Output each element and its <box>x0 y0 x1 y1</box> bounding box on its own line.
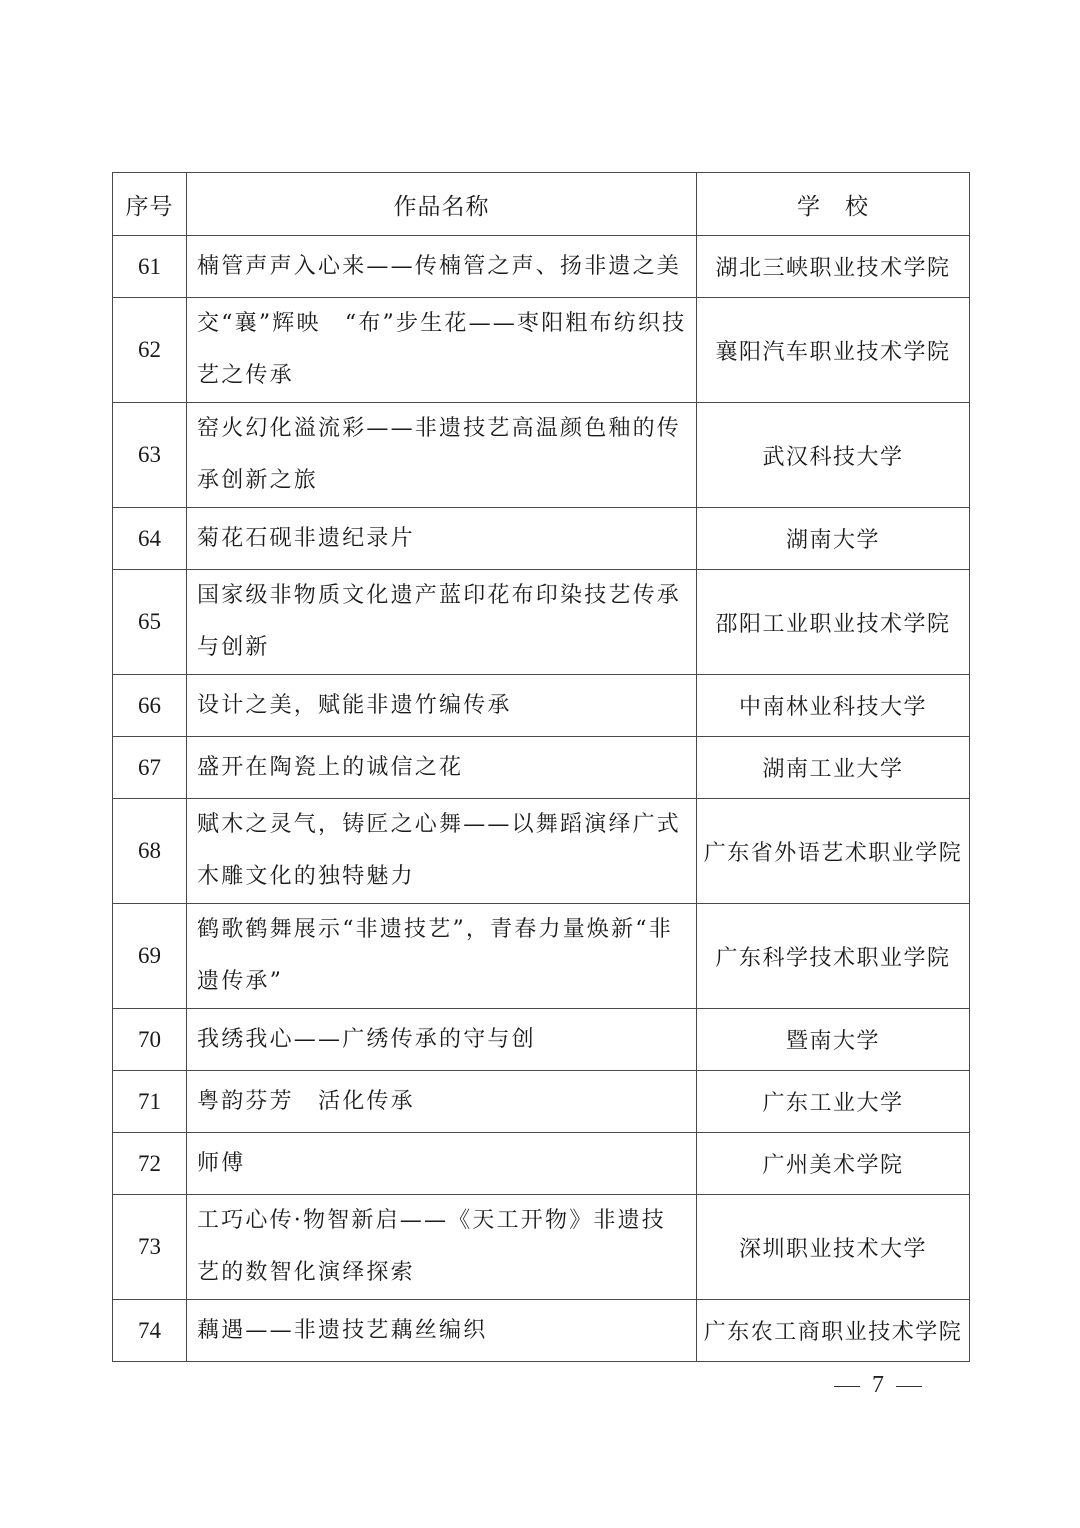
work-name-cell: 菊花石砚非遗纪录片 <box>187 508 697 570</box>
page-number-footer <box>822 1372 934 1399</box>
school-cell: 暨南大学 <box>697 1009 970 1071</box>
school-cell: 邵阳工业职业技术学院 <box>697 570 970 675</box>
table-row <box>113 403 970 508</box>
school-cell: 湖北三峡职业技术学院 <box>697 236 970 298</box>
school-cell: 武汉科技大学 <box>697 403 970 508</box>
work-name-cell: 赋木之灵气，铸匠之心舞——以舞蹈演绎广式木雕文化的独特魅力 <box>187 799 697 904</box>
school-cell: 中南林业科技大学 <box>697 675 970 737</box>
school-cell: 湖南大学 <box>697 508 970 570</box>
serial-number-cell: 62 <box>113 298 187 403</box>
serial-number-cell: 68 <box>113 799 187 904</box>
table-header-row <box>113 173 970 236</box>
serial-number-cell: 69 <box>113 904 187 1009</box>
serial-number-cell: 67 <box>113 737 187 799</box>
serial-number-cell: 72 <box>113 1133 187 1195</box>
footer-dash-left <box>834 1386 860 1387</box>
work-name-cell: 国家级非物质文化遗产蓝印花布印染技艺传承与创新 <box>187 570 697 675</box>
table-row <box>113 799 970 904</box>
serial-number-cell: 64 <box>113 508 187 570</box>
serial-number-cell: 74 <box>113 1300 187 1362</box>
table-row <box>113 298 970 403</box>
table-row <box>113 570 970 675</box>
serial-number-cell: 66 <box>113 675 187 737</box>
table-row <box>113 1195 970 1300</box>
table-row <box>113 1071 970 1133</box>
table-row <box>113 737 970 799</box>
table-row <box>113 1009 970 1071</box>
header-work-name: 作品名称 <box>187 173 697 236</box>
work-name-cell: 师傅 <box>187 1133 697 1195</box>
school-cell: 广东农工商职业技术学院 <box>697 1300 970 1362</box>
work-name-cell: 粤韵芬芳 活化传承 <box>187 1071 697 1133</box>
work-name-cell: 交“襄”辉映 “布”步生花——枣阳粗布纺织技艺之传承 <box>187 298 697 403</box>
table-row <box>113 904 970 1009</box>
work-name-cell: 盛开在陶瓷上的诚信之花 <box>187 737 697 799</box>
table-row <box>113 1300 970 1362</box>
page-number: 7 <box>872 1372 884 1398</box>
work-name-cell: 鹤歌鹤舞展示“非遗技艺”，青春力量焕新“非遗传承” <box>187 904 697 1009</box>
header-serial-number: 序号 <box>113 173 187 236</box>
serial-number-cell: 61 <box>113 236 187 298</box>
school-cell: 广州美术学院 <box>697 1133 970 1195</box>
table-row <box>113 236 970 298</box>
school-cell: 广东省外语艺术职业学院 <box>697 799 970 904</box>
school-cell: 深圳职业技术大学 <box>697 1195 970 1300</box>
work-name-cell: 设计之美，赋能非遗竹编传承 <box>187 675 697 737</box>
work-name-cell: 藕遇——非遗技艺藕丝编织 <box>187 1300 697 1362</box>
footer-dash-right <box>896 1386 922 1387</box>
school-cell: 襄阳汽车职业技术学院 <box>697 298 970 403</box>
table-row <box>113 508 970 570</box>
table-row <box>113 675 970 737</box>
school-cell: 广东科学技术职业学院 <box>697 904 970 1009</box>
table-row <box>113 1133 970 1195</box>
header-school: 学 校 <box>697 173 970 236</box>
works-table <box>112 172 970 1362</box>
school-cell: 广东工业大学 <box>697 1071 970 1133</box>
work-name-cell: 我绣我心——广绣传承的守与创 <box>187 1009 697 1071</box>
work-name-cell: 工巧心传·物智新启——《天工开物》非遗技艺的数智化演绎探索 <box>187 1195 697 1300</box>
serial-number-cell: 70 <box>113 1009 187 1071</box>
work-name-cell: 窑火幻化溢流彩——非遗技艺高温颜色釉的传承创新之旅 <box>187 403 697 508</box>
school-cell: 湖南工业大学 <box>697 737 970 799</box>
serial-number-cell: 73 <box>113 1195 187 1300</box>
work-name-cell: 楠管声声入心来——传楠管之声、扬非遗之美 <box>187 236 697 298</box>
serial-number-cell: 63 <box>113 403 187 508</box>
serial-number-cell: 71 <box>113 1071 187 1133</box>
serial-number-cell: 65 <box>113 570 187 675</box>
